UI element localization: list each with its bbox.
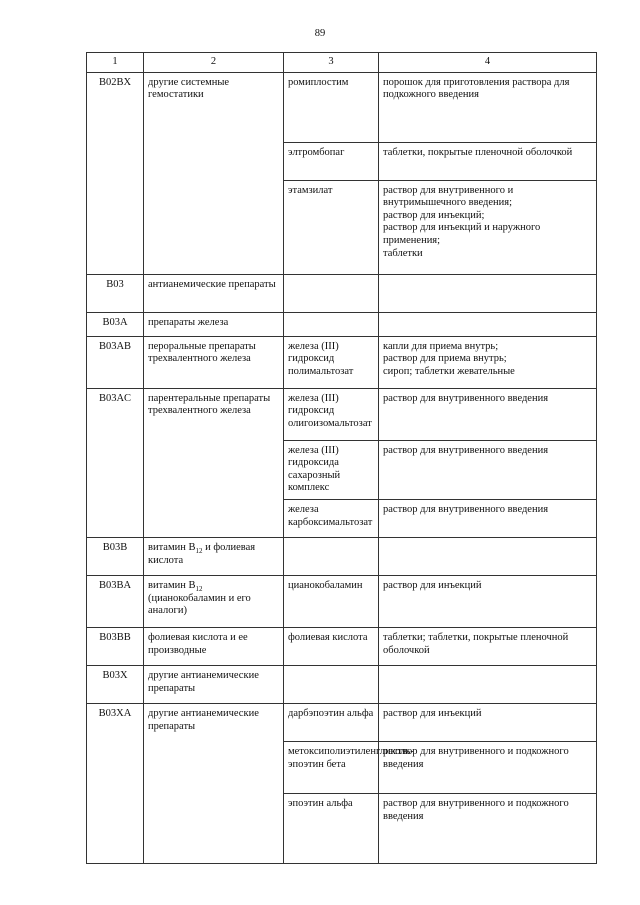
dosage-form-cell — [379, 440, 597, 499]
group-cell — [144, 180, 284, 274]
group-cell: пероральные препараты трехвалентного железа — [144, 336, 284, 388]
table-row — [87, 312, 597, 336]
table-row — [87, 627, 597, 665]
dosage-form-cell — [379, 575, 597, 627]
drug-name-cell: железа (III) гидроксид олигоизомальтозат — [284, 388, 379, 440]
drug-name-cell: дарбэпоэтин альфа — [284, 703, 379, 741]
dosage-form-cell — [379, 388, 597, 440]
group-cell: витамин $B_{12}$ (цианокобаламин и его аналоги) — [144, 575, 284, 627]
dosage-form-cell — [379, 793, 597, 863]
table-row — [87, 703, 597, 741]
group-cell: фолиевая кислота и ее производные — [144, 627, 284, 665]
group-cell — [144, 440, 284, 499]
dosage-form-cell — [379, 180, 597, 274]
atc-code-cell: B03X — [87, 665, 144, 703]
group-cell — [144, 499, 284, 537]
atc-code-cell — [87, 741, 144, 793]
table-row — [87, 180, 597, 274]
dosage-form-line: раствор для внутривенного и подкожного введения — [383, 745, 569, 770]
dosage-form-line: сироп; таблетки жевательные — [383, 365, 515, 377]
table-row — [87, 537, 597, 575]
group-cell: витамин $B_{12}$ и фолиевая кислота — [144, 537, 284, 575]
drug-name-cell: железа (III) гидроксида сахарозный комплекс — [284, 440, 379, 499]
table-row — [87, 575, 597, 627]
drug-name-cell: железа (III) гидроксид полимальтозат — [284, 336, 379, 388]
group-cell: препараты железа — [144, 312, 284, 336]
atc-code-cell: B03A — [87, 312, 144, 336]
dosage-form-cell — [379, 274, 597, 312]
dosage-form-line: раствор для инъекций — [383, 707, 482, 719]
dosage-form-line: порошок для приготовления раствора для подкожного введения — [383, 76, 570, 101]
dosage-form-cell — [379, 627, 597, 665]
dosage-form-line: раствор для приема внутрь; — [383, 353, 507, 365]
atc-code-cell: B03BB — [87, 627, 144, 665]
atc-code-cell: B03AC — [87, 388, 144, 440]
drug-name-cell — [284, 312, 379, 336]
dosage-form-line: раствор для инъекций и наружного применения; — [383, 222, 541, 246]
dosage-form-line: раствор для внутривенного введения — [383, 503, 549, 515]
atc-code-cell: B03B — [87, 537, 144, 575]
table-row — [87, 665, 597, 703]
dosage-form-line: раствор для внутривенного и внутримышечного введения; — [383, 184, 514, 209]
dosage-form-cell — [379, 72, 597, 142]
table-row — [87, 72, 597, 142]
dosage-form-line: таблетки, покрытые пленочной оболочкой — [383, 146, 573, 158]
table-row — [87, 741, 597, 793]
header-cell-2: 2 — [144, 53, 284, 73]
dosage-form-cell — [379, 312, 597, 336]
drug-name-cell — [284, 537, 379, 575]
dosage-form-cell — [379, 499, 597, 537]
table-row — [87, 388, 597, 440]
dosage-form-line: таблетки; таблетки, покрытые пленочной оболочкой — [383, 631, 569, 656]
atc-code-cell: B03 — [87, 274, 144, 312]
header-row — [87, 53, 597, 73]
dosage-form-cell — [379, 537, 597, 575]
drug-name-cell: элтромбопаг — [284, 142, 379, 180]
drug-table — [86, 52, 597, 864]
group-cell — [144, 793, 284, 863]
dosage-form-line: раствор для внутривенного и подкожного введения — [383, 797, 569, 822]
dosage-form-cell — [379, 741, 597, 793]
drug-name-cell: цианокобаламин — [284, 575, 379, 627]
drug-name-cell — [284, 665, 379, 703]
table-body — [87, 53, 597, 864]
drug-name-cell: фолиевая кислота — [284, 627, 379, 665]
drug-name-cell: ромиплостим — [284, 72, 379, 142]
group-cell: другие системные гемостатики — [144, 72, 284, 142]
group-cell: другие антианемические препараты — [144, 703, 284, 741]
group-cell: другие антианемические препараты — [144, 665, 284, 703]
atc-code-cell — [87, 180, 144, 274]
header-cell-1: 1 — [87, 53, 144, 73]
dosage-form-line: раствор для внутривенного введения — [383, 392, 549, 404]
atc-code-cell — [87, 142, 144, 180]
group-cell — [144, 741, 284, 793]
dosage-form-line: раствор для инъекций — [383, 579, 482, 591]
drug-name-cell: эпоэтин альфа — [284, 793, 379, 863]
table-row — [87, 793, 597, 863]
header-cell-3: 3 — [284, 53, 379, 73]
dosage-form-line: раствор для инъекций; — [383, 209, 485, 221]
table-row — [87, 274, 597, 312]
table-row — [87, 142, 597, 180]
table-row — [87, 336, 597, 388]
atc-code-cell: B02BX — [87, 72, 144, 142]
header-cell-4: 4 — [379, 53, 597, 73]
atc-code-cell — [87, 793, 144, 863]
atc-code-cell: B03XA — [87, 703, 144, 741]
dosage-form-cell — [379, 142, 597, 180]
dosage-form-cell — [379, 703, 597, 741]
dosage-form-line: таблетки — [383, 247, 423, 259]
drug-name-cell: железа карбоксимальтозат — [284, 499, 379, 537]
drug-name-cell — [284, 274, 379, 312]
group-cell: антианемические препараты — [144, 274, 284, 312]
drug-name-cell: этамзилат — [284, 180, 379, 274]
drug-name-cell: метоксиполиэтиленгликоль-эпоэтин бета — [284, 741, 379, 793]
table-row — [87, 499, 597, 537]
table-row — [87, 440, 597, 499]
atc-code-cell: B03AB — [87, 336, 144, 388]
page-number: 89 — [314, 28, 326, 39]
atc-code-cell — [87, 440, 144, 499]
dosage-form-line: раствор для внутривенного введения — [383, 444, 549, 456]
group-cell: парентеральные препараты трехвалентного железа — [144, 388, 284, 440]
atc-code-cell — [87, 499, 144, 537]
dosage-form-cell — [379, 665, 597, 703]
dosage-form-line: капли для приема внутрь; — [383, 340, 499, 352]
atc-code-cell: B03BA — [87, 575, 144, 627]
group-cell — [144, 142, 284, 180]
dosage-form-cell — [379, 336, 597, 388]
